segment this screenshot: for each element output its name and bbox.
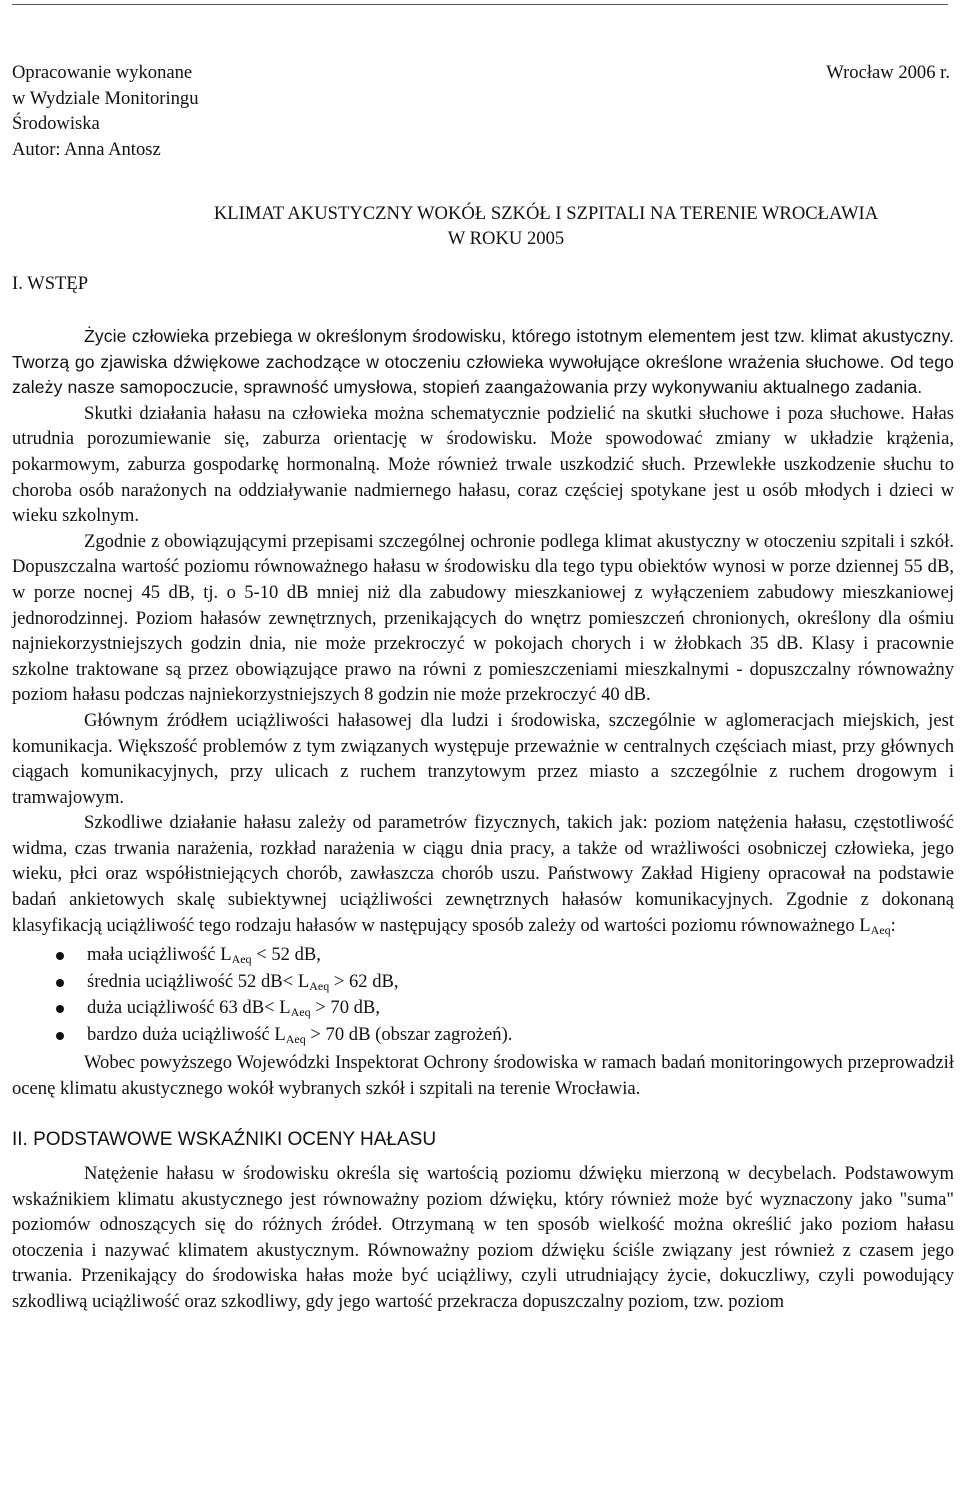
section-1-paragraph-5 [12, 810, 954, 938]
list-item-subscript: Aeq [285, 1031, 306, 1046]
list-item [12, 995, 954, 1022]
document-header [12, 60, 950, 162]
bullet-icon [56, 979, 64, 987]
paragraph-5-text: Szkodliwe działanie hałasu zależy od parametrów fizycznych, takich jak: poziom natężenia hałasu, częstotliwość widma, czas trwania narażenia, rozkład narażenia w ciągu dnia pracy, a także od wrażliwości osobniczej człowieka, jego wieku, płci oraz współistniejących chorób, zawłaszcza chorób uszu. Państwowy Zakład Higieny opracował na podstawie badań ankietowych skalę subiektywnej uciążliwości zewnętrznych hałasów komunikacyjnych. Zgodnie z dokonaną klasyfikacją uciążliwość tego rodzaju hałasów w następujący sposób zależy od wartości poziomu równoważnego L [12, 812, 954, 936]
author-line-1: Opracowanie wykonane [12, 62, 193, 83]
annoyance-scale-list [12, 942, 954, 1048]
bullet-icon [56, 1032, 64, 1040]
list-item-value: < 52 dB, [251, 944, 321, 966]
section-1-paragraph-6: Wobec powyższego Wojewódzki Inspektorat Ochrony środowiska w ramach badań monitoringowych przeprowadził ocenę klimatu akustycznego wokół wybranych szkół i szpitali na terenie Wrocławia. [12, 1052, 954, 1099]
author-block [12, 60, 950, 162]
author-line-2: w Wydziale Monitoringu [12, 87, 199, 109]
section-2-paragraph-1: Natężenie hałasu w środowisku określa się wartością poziomu dźwięku mierzoną w decybelach. Podstawowym wskaźnikiem klimatu akustycznego jest równoważny poziom dźwięku, który również może być wyznaczony jako "suma" poziomów odnoszących się do różnych źródeł. Otrzymaną w ten sposób wielkość można określić jako poziom hałasu otoczenia i nazywać klimatem akustycznym. Równoważny poziom dźwięku ściśle związany jest również z czasem jego trwania. Przenikający do środowiska hałas może być uciążliwy, czyli utrudniający życie, dokuczliwy, czyli powodujący szkodliwą uciążliwość oraz szkodliwy, gdy jego wartość przekracza dopuszczalny poziom, tzw. poziom [12, 1163, 954, 1312]
section-1-paragraph-1: Życie człowieka przebiega w określonym środowisku, którego istotnym elementem jest tzw. klimat akustyczny. Tworzą go zjawiska dźwiękowe zachodzące w otoczeniu człowieka wywołujące określone wrażenia słuchowe. Od tego zależy nasze samopoczucie, sprawność umysłowa, stopień zaangażowania przy wykonywaniu aktualnego zadania. [12, 326, 954, 398]
document-title [12, 201, 950, 251]
list-item [12, 942, 954, 969]
list-item-text: bardzo duża uciążliwość L [87, 1023, 286, 1045]
section-1-paragraph-2: Skutki działania hałasu na człowieka można schematycznie podzielić na skutki słuchowe i poza słuchowe. Hałas utrudnia porozumiewanie się, zaburza orientację w środowisku. Może spowodować zmiany w układzie krążenia, pokarmowym, zaburza gospodarkę hormonalną. Może również trwale uszkodzić słuch. Przewlekłe uszkodzenie słuchu to choroba osób narażonych na oddziaływanie nadmiernego hałasu, coraz częściej spotykane jest u osób młodych i dzieci w wieku szkolnym. [12, 402, 954, 527]
list-item-value: > 62 dB, [329, 970, 399, 992]
list-item-value: > 70 dB (obszar zagrożeń). [305, 1023, 513, 1045]
document-body [12, 324, 954, 1315]
title-line-1: KLIMAT AKUSTYCZNY WOKÓŁ SZKÓŁ I SZPITALI NA TERENIE WROCŁAWIA [213, 203, 879, 224]
section-1-heading: I. WSTĘP [12, 273, 89, 294]
title-line-2: W ROKU 2005 [447, 228, 565, 249]
list-item-text: średnia uciążliwość 52 dB< L [87, 970, 310, 992]
list-item-subscript: Aeq [231, 952, 252, 967]
list-item-subscript: Aeq [290, 1005, 311, 1020]
section-1-paragraph-4: Głównym źródłem uciążliwości hałasowej dla ludzi i środowiska, szczególnie w aglomeracjach miejskich, jest komunikacja. Większość problemów z tym związanych występuje przeważnie w centralnych częściach miast, przy głównych ciągach komunikacyjnych, przy ulicach z ruchem tranzytowym przez miasto a szczególnie z ruchem drogowym i tramwajowym. [12, 709, 954, 808]
author-line-4: Autor: Anna Antosz [12, 138, 161, 160]
list-item-subscript: Aeq [309, 978, 330, 993]
list-item-value: > 70 dB, [310, 997, 380, 1019]
top-rule [12, 4, 948, 5]
list-item [12, 969, 954, 996]
list-item [12, 1022, 954, 1049]
bullet-icon [56, 1005, 64, 1013]
paragraph-5-subscript: Aeq [870, 922, 891, 937]
section-2-heading: II. PODSTAWOWE WSKAŹNIKI OCENY HAŁASU [12, 1129, 437, 1151]
document-date: Wrocław 2006 r. [826, 62, 950, 83]
paragraph-5-end: : [890, 914, 896, 936]
author-line-3: Środowiska [12, 113, 100, 135]
list-item-text: duża uciążliwość 63 dB< L [87, 997, 291, 1019]
bullet-icon [56, 952, 64, 960]
list-item-text: mała uciążliwość L [87, 944, 232, 966]
section-1-paragraph-3: Zgodnie z obowiązującymi przepisami szczególnej ochronie podlega klimat akustyczny w otoczeniu szpitali i szkół. Dopuszczalna wartość poziomu równoważnego hałasu w środowisku dla tego typu obiektów wynosi w porze dziennej 55 dB, w porze nocnej 45 dB, tj. o 5-10 dB mniej niż dla zabudowy mieszkaniowej z wyłączeniem zabudowy mieszkaniowej jednorodzinnej. Poziom hałasów zewnętrznych, przenikających do wnętrz pomieszczeń chronionych, określony dla ośmiu najniekorzystniejszych godzin dnia, nie może przekroczyć w pokojach chorych i w żłobkach 35 dB. Klasy i pracownie szkolne traktowane są przez obowiązujące prawo na równi z pomieszczeniami mieszkalnymi - dopuszczalny równoważny poziom hałasu podczas najniekorzystniejszych 8 godzin nie może przekroczyć 40 dB. [12, 530, 954, 706]
